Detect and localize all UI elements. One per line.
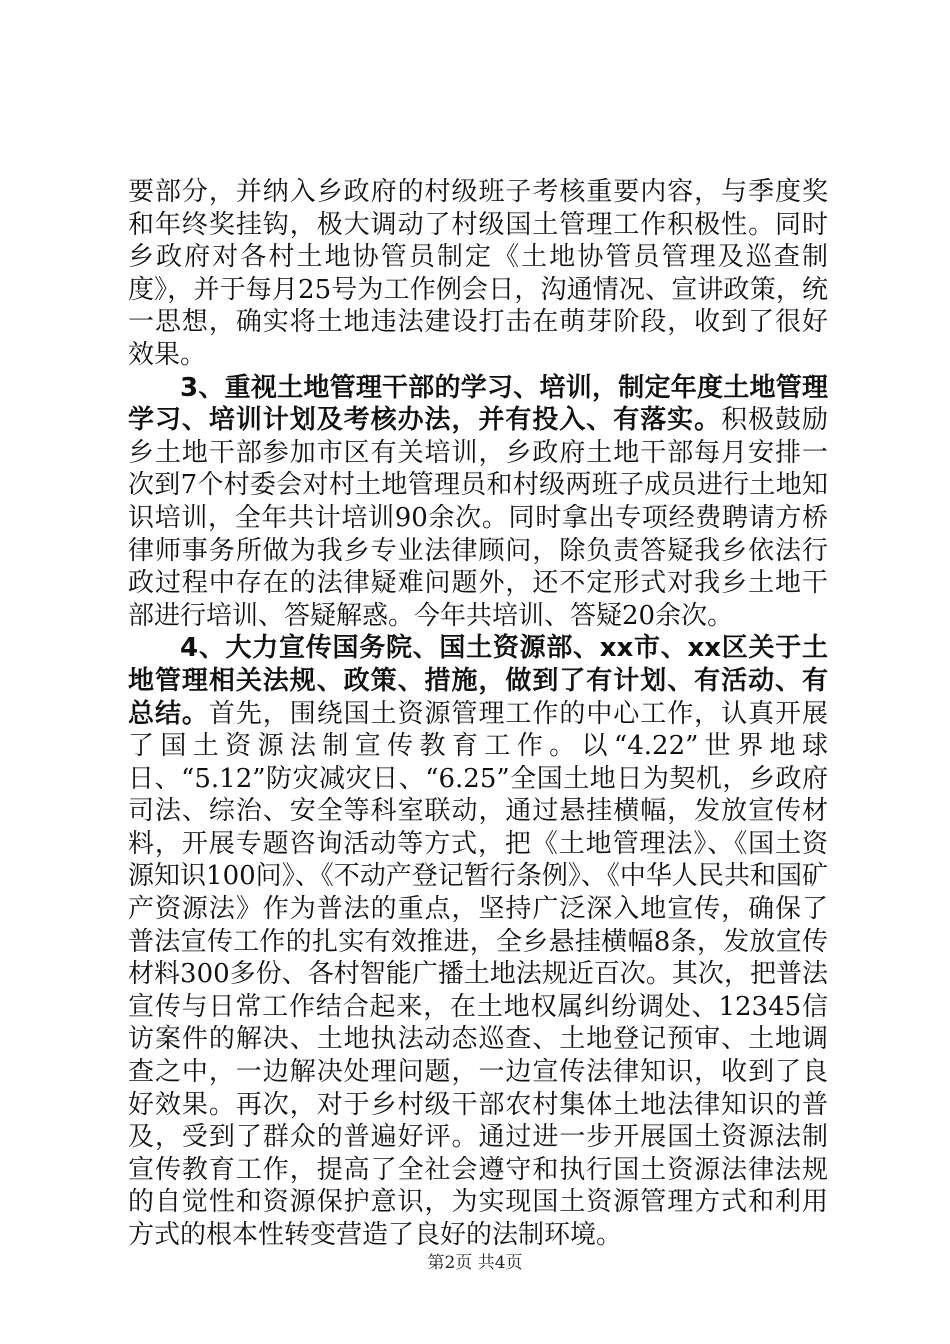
paragraph-2 <box>128 372 828 633</box>
paragraph-3-heading: 4、大力宣传国务院、国土资源部、xx市、xx区关于土地管理相关法规、政策、措施，做到了有计划、有活动、有总结。 <box>128 633 828 729</box>
paragraph-2-heading: 3、重视土地管理干部的学习、培训，制定年度土地管理学习、培训计划及考核办法，并有投入、有落实。 <box>128 372 828 436</box>
page-number-footer: 第2页 共4页 <box>427 1253 523 1273</box>
document-body <box>128 176 828 1252</box>
paragraph-1 <box>128 176 828 372</box>
paragraph-3 <box>128 632 828 1251</box>
paragraph-1-text: 要部分，并纳入乡政府的村级班子考核重要内容，与季度奖和年终奖挂钩，极大调动了村级国土管理工作积极性。同时乡政府对各村土地协管员制定《土地协管员管理及巡查制度》，并于每月25号为工作例会日，沟通情况、宣讲政策，统一思想，确实将土地违法建设打击在萌芽阶段，收到了很好效果。 <box>128 177 828 370</box>
paragraph-2-text: 积极鼓励乡土地干部参加市区有关培训，乡政府土地干部每月安排一次到7个村委会对村土地管理员和村级两班子成员进行土地知识培训，全年共计培训90余次。同时拿出专项经费聘请方桥律师事务所做为我乡专业法律顾问，除负责答疑我乡依法行政过程中存在的法律疑难问题外，还不定形式对我乡土地干部进行培训、答疑解惑。今年共培训、答疑20余次。 <box>128 405 828 631</box>
paragraph-3-text: 首先，围绕国土资源管理工作的中心工作，认真开展了国土资源法制宣传教育工作。以“4.22”世界地球日、“5.12”防灾减灾日、“6.25”全国土地日为契机，乡政府司法、综治、安全等科室联动，通过悬挂横幅，发放宣传材料，开展专题咨询活动等方式，把《土地管理法》、《国土资源知识100问》、《不动产登记暂行条例》、《中华人民共和国矿产资源法》作为普法的重点，坚持广泛深入地宣传，确保了普法宣传工作的扎实有效推进，全乡悬挂横幅8条，发放宣传材料300多份、各村智能广播土地法规近百次。其次，把普法宣传与日常工作结合起来，在土地权属纠纷调处、12345信访案件的解决、土地执法动态巡查、土地登记预审、土地调查之中，一边解决处理问题，一边宣传法律知识，收到了良好效果。再次，对于乡村级干部农村集体土地法律知识的普及，受到了群众的普遍好评。通过进一步开展国土资源法制宣传教育工作，提高了全社会遵守和执行国土资源法律法规的自觉性和资源保护意识，为实现国土资源管理方式和利用方式的根本性转变营造了良好的法制环境。 <box>128 698 828 1250</box>
